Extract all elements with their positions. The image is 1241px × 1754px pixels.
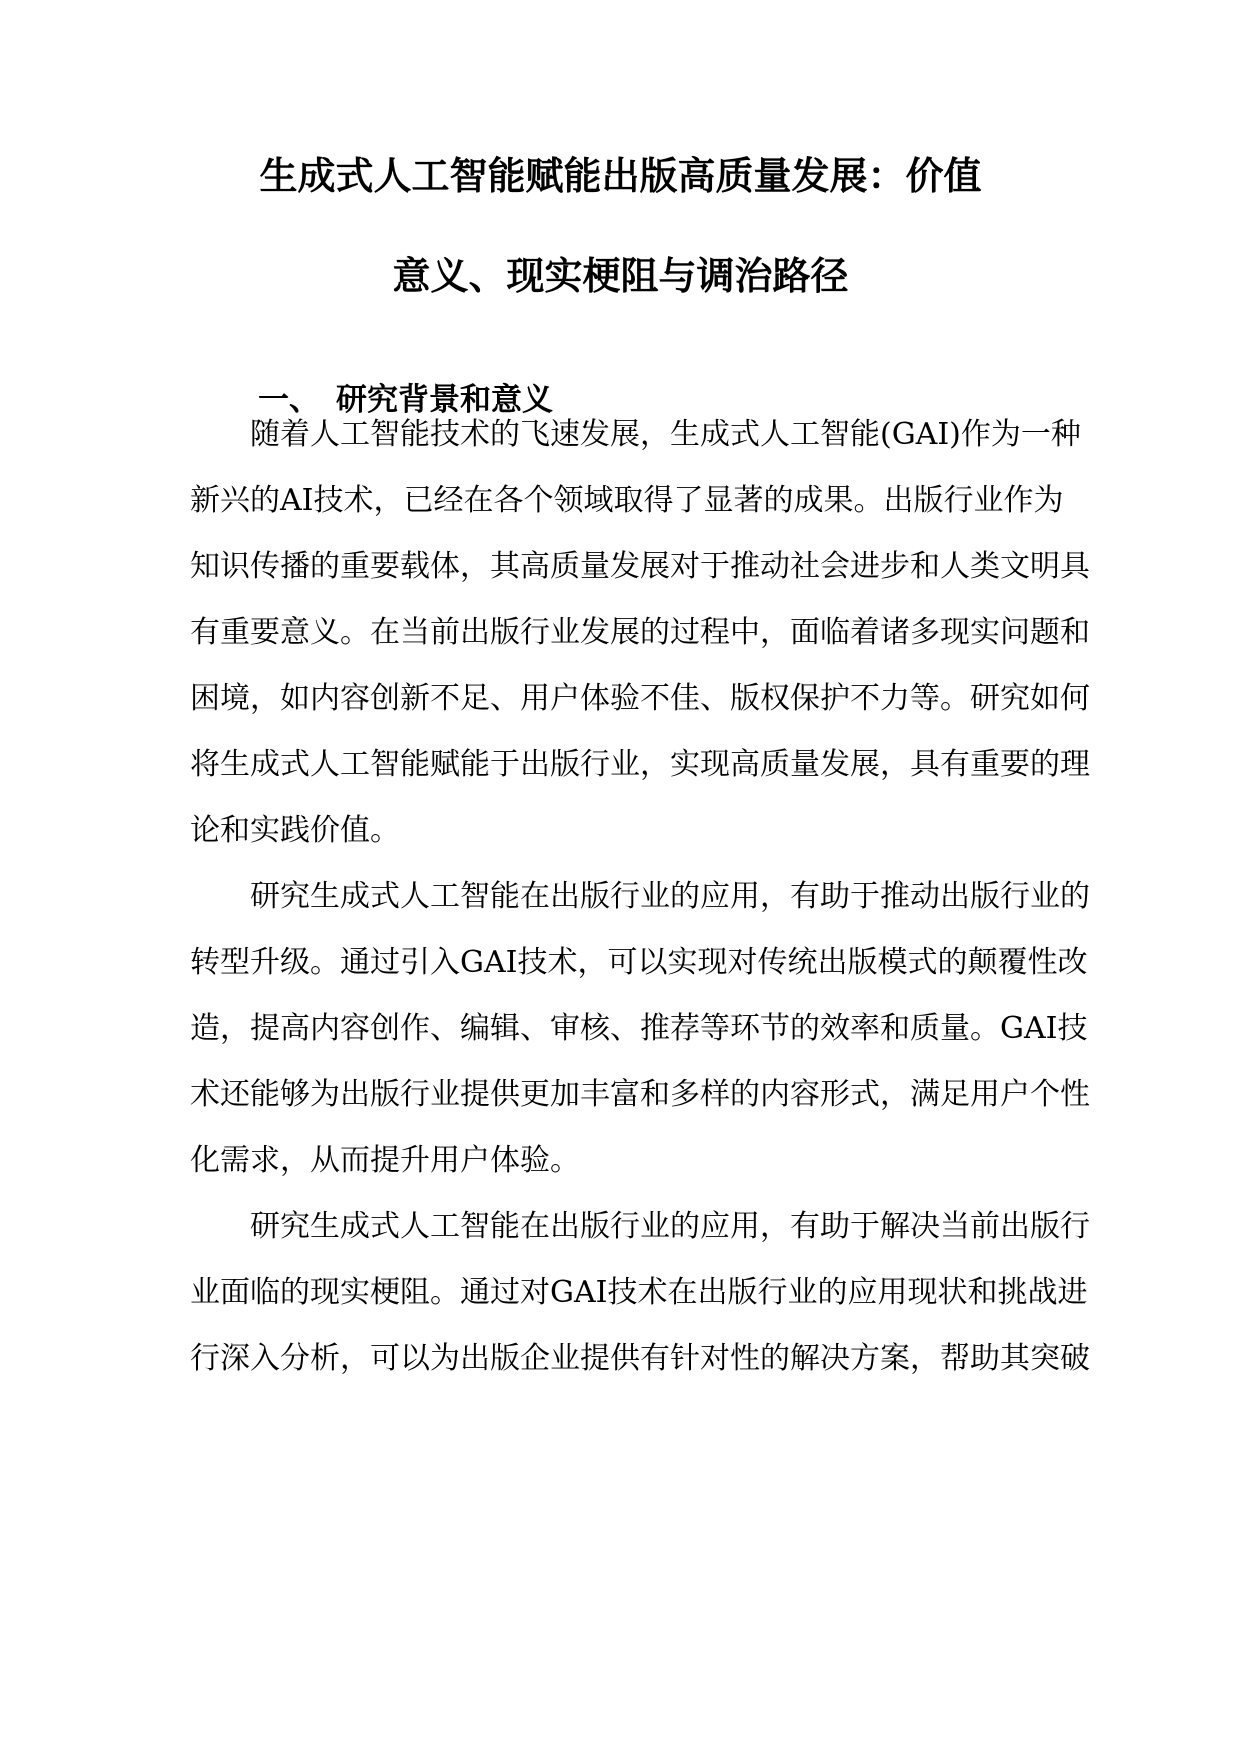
paragraph-1-line-6: 将生成式人工智能赋能于出版行业，实现高质量发展，具有重要的理 [190, 747, 1090, 782]
paragraph-2-line-4: 术还能够为出版行业提供更加丰富和多样的内容形式，满足用户个性 [190, 1077, 1090, 1112]
paragraph-2-line-3: 造，提高内容创作、编辑、审核、推荐等环节的效率和质量。GAI技 [190, 1011, 1088, 1046]
paragraph-1-line-5: 困境，如内容创新不足、用户体验不佳、版权保护不力等。研究如何 [190, 681, 1090, 716]
paragraph-1-line-7: 论和实践价值。 [190, 813, 400, 848]
paragraph-1-line-1: 随着人工智能技术的飞速发展，生成式人工智能(GAI)作为一种 [250, 417, 1081, 452]
section-heading-text: 研究背景和意义 [336, 382, 553, 418]
paragraph-1-line-3: 知识传播的重要载体，其高质量发展对于推动社会进步和人类文明具 [190, 549, 1090, 584]
paragraph-2-line-1: 研究生成式人工智能在出版行业的应用，有助于推动出版行业的 [250, 879, 1090, 914]
paragraph-3-line-1: 研究生成式人工智能在出版行业的应用，有助于解决当前出版行 [250, 1209, 1090, 1244]
paragraph-3-line-2: 业面临的现实梗阻。通过对GAI技术在出版行业的应用现状和挑战进 [190, 1275, 1088, 1310]
paragraph-2-line-2: 转型升级。通过引入GAI技术，可以实现对传统出版模式的颠覆性改 [190, 945, 1088, 980]
paragraph-1-line-2: 新兴的AI技术，已经在各个领域取得了显著的成果。出版行业作为 [190, 483, 1064, 518]
document-title-line-2: 意义、现实梗阻与调治路径 [392, 253, 849, 298]
paragraph-1-line-4: 有重要意义。在当前出版行业发展的过程中，面临着诸多现实问题和 [190, 615, 1090, 650]
document-title-line-1: 生成式人工智能赋能出版高质量发展：价值 [259, 153, 982, 198]
paragraph-2-line-5: 化需求，从而提升用户体验。 [190, 1143, 580, 1178]
section-number: 一、 [258, 382, 320, 418]
paragraph-3-line-3: 行深入分析，可以为出版企业提供有针对性的解决方案，帮助其突破 [190, 1341, 1090, 1376]
